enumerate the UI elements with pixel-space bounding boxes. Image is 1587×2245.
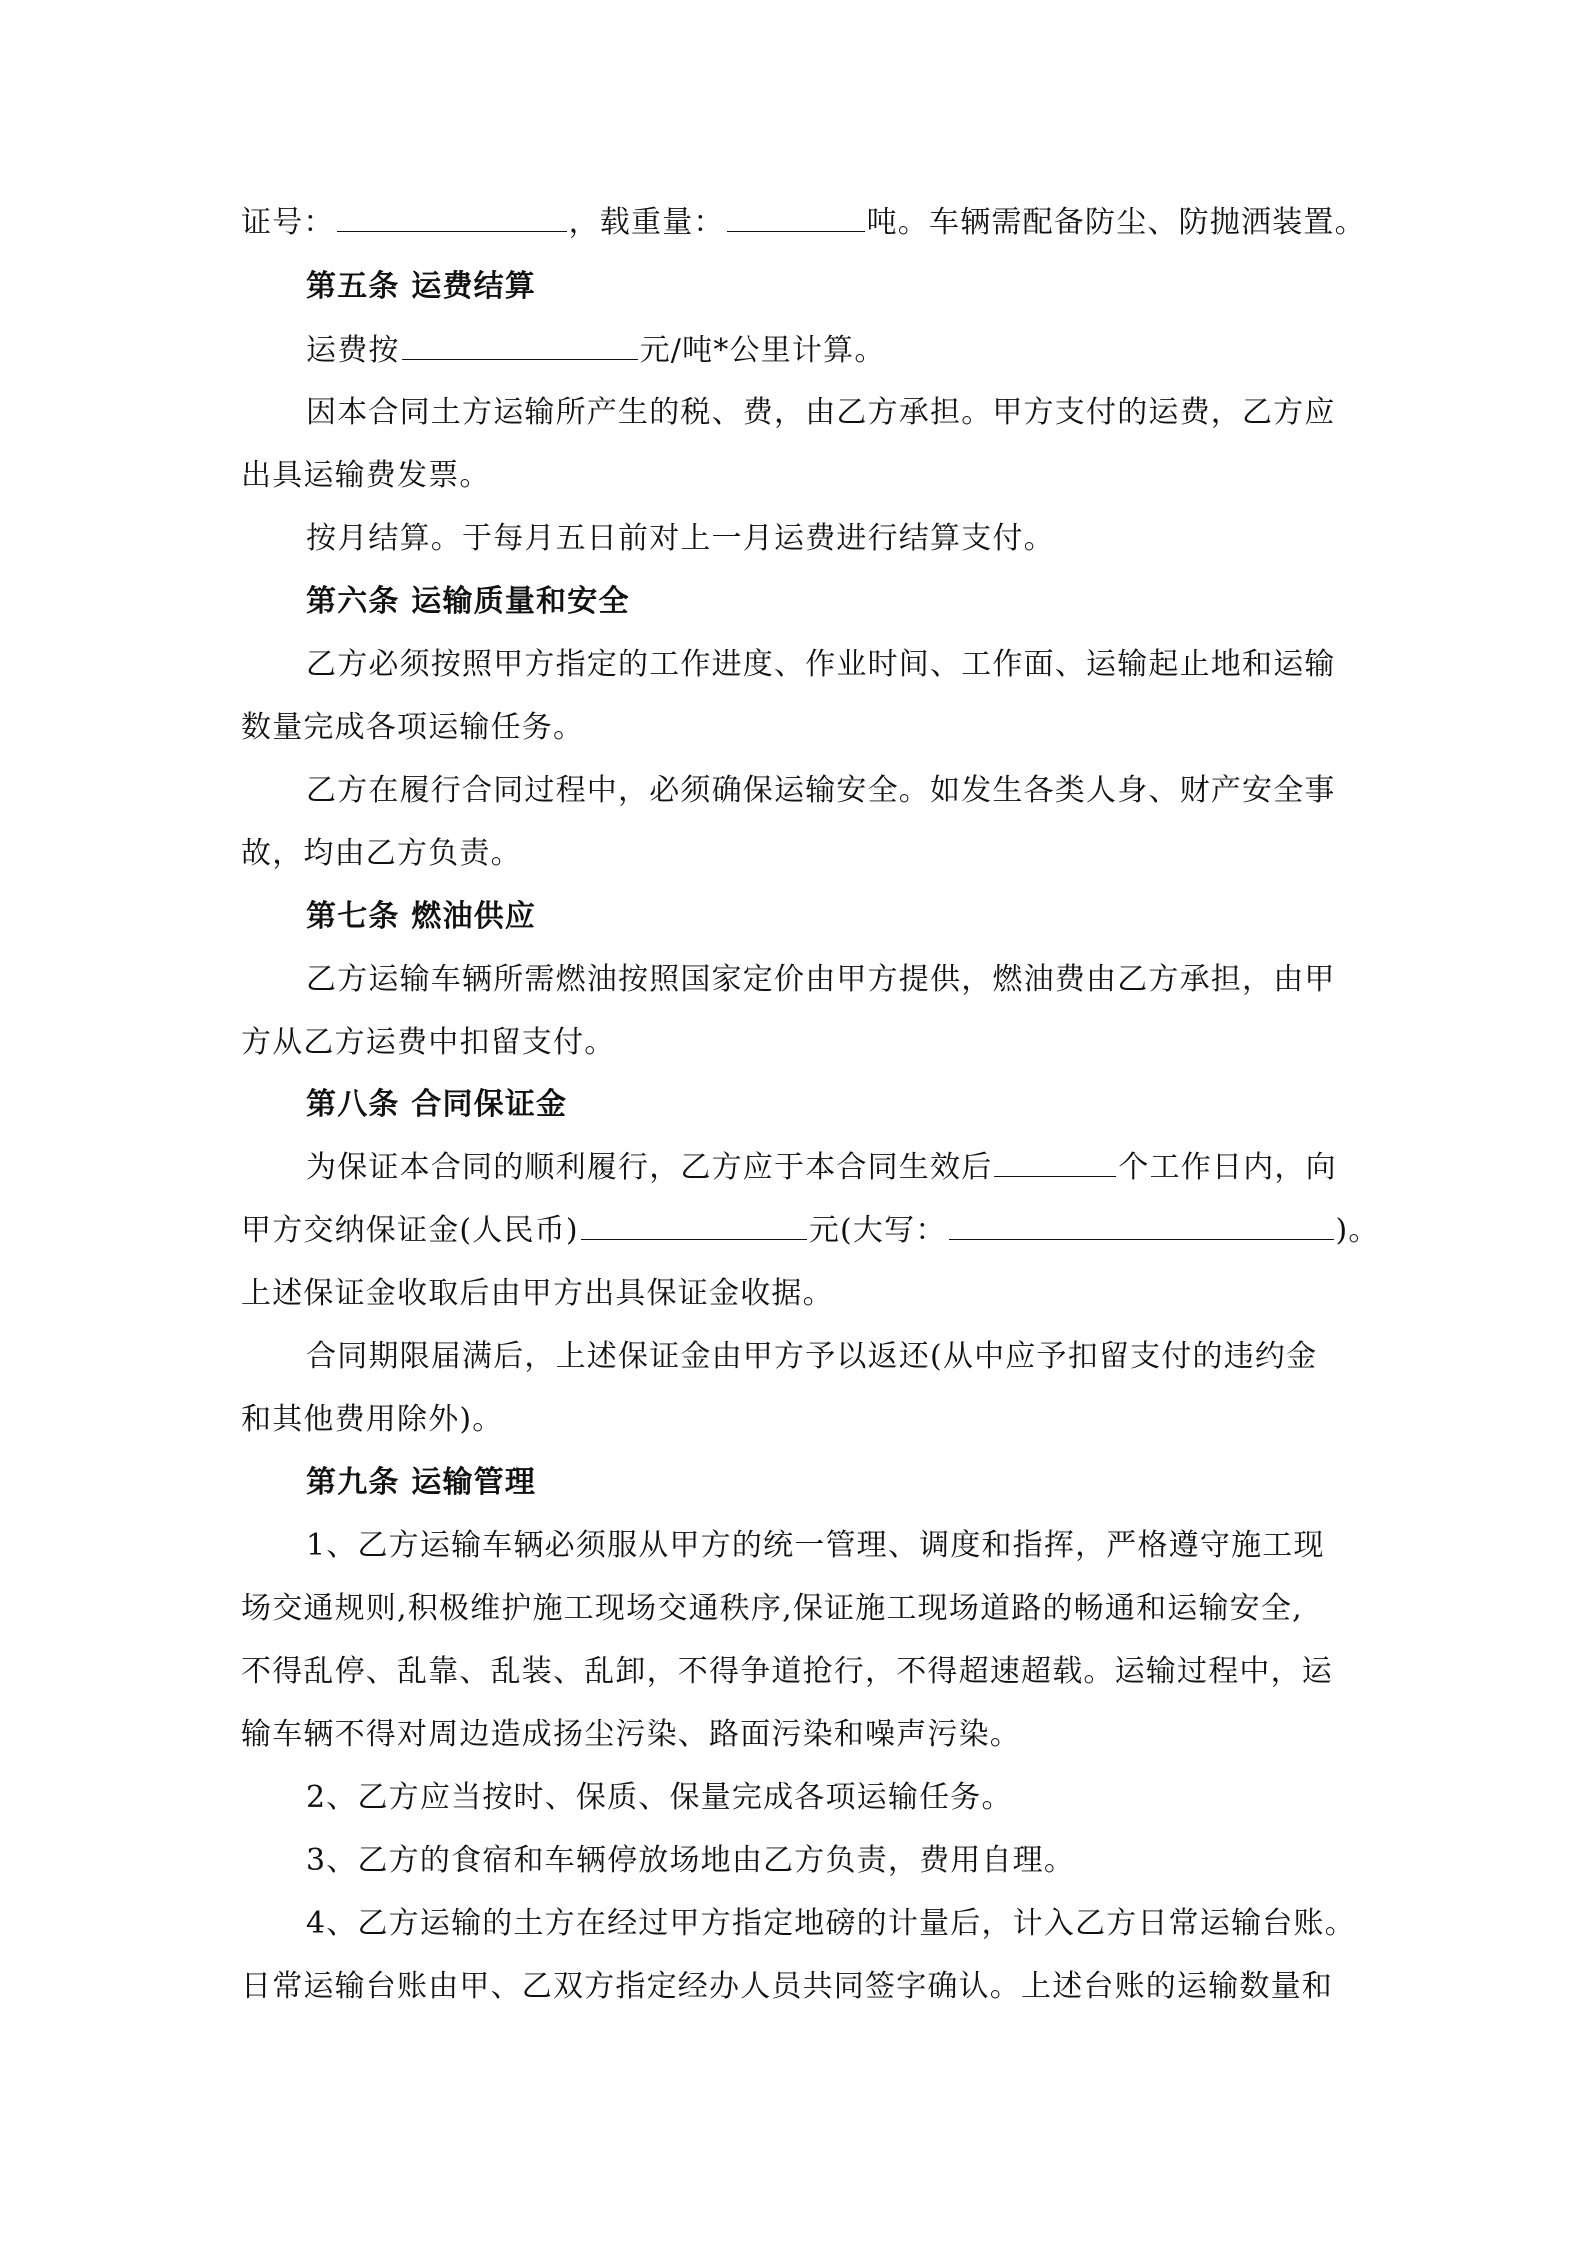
deposit-deadline-line [306,1150,1337,1186]
article-5-heading: 第五条 运费结算 [306,269,537,304]
paragraph-line: 方从乙方运费中扣留支付。 [241,1025,616,1060]
paragraph-line: 乙方在履行合同过程中，必须确保运输安全。如发生各类人身、财产安全事 [306,773,1336,808]
cert-number-line [241,205,1366,241]
paragraph-line: 数量完成各项运输任务。 [241,710,585,745]
paragraph-line: 4、乙方运输的土方在经过甲方指定地磅的计量后，计入乙方日常运输台账。 [306,1906,1356,1941]
text-segment: 证号： [241,205,335,240]
paragraph-line: 输车辆不得对周边造成扬尘污染、路面污染和噪声污染。 [241,1717,1021,1752]
paragraph-line: 按月结算。于每月五日前对上一月运费进行结算支付。 [306,521,1055,556]
article-6-heading: 第六条 运输质量和安全 [306,584,630,619]
cert-number-blank [337,205,567,232]
load-capacity-blank [727,205,865,232]
paragraph-line: 合同期限届满后，上述保证金由甲方予以返还(从中应予扣留支付的违约金 [306,1339,1318,1374]
text-segment: 甲方交纳保证金(人民币) [241,1213,579,1248]
working-days-blank [994,1150,1116,1177]
text-segment: 为保证本合同的顺利履行，乙方应于本合同生效后 [306,1150,993,1185]
article-7-heading: 第七条 燃油供应 [306,899,537,934]
paragraph-line: 不得乱停、乱靠、乱装、乱卸，不得争道抢行，不得超速超载。运输过程中，运 [241,1654,1333,1689]
paragraph-line: 因本合同土方运输所产生的税、费，由乙方承担。甲方支付的运费，乙方应 [306,395,1336,430]
text-segment: )。 [1335,1213,1380,1248]
deposit-amount-blank [581,1213,807,1240]
paragraph-line: 和其他费用除外)。 [241,1402,504,1437]
paragraph-line: 出具运输费发票。 [241,458,491,493]
paragraph-line: 上述保证金收取后由甲方出具保证金收据。 [241,1276,834,1311]
paragraph-line: 3、乙方的食宿和车辆停放场地由乙方负责，费用自理。 [306,1843,1076,1878]
paragraph-line: 1、乙方运输车辆必须服从甲方的统一管理、调度和指挥，严格遵守施工现 [306,1528,1325,1563]
freight-rate-line [306,333,886,369]
deposit-amount-words-blank [949,1213,1334,1240]
paragraph-line: 2、乙方应当按时、保质、保量完成各项运输任务。 [306,1780,1013,1815]
text-segment: 运费按 [306,333,400,368]
article-8-heading: 第八条 合同保证金 [306,1087,568,1122]
paragraph-line: 乙方运输车辆所需燃油按照国家定价由甲方提供，燃油费由乙方承担，由甲 [306,962,1336,997]
text-segment: 元/吨*公里计算。 [639,333,886,368]
paragraph-line: 乙方必须按照甲方指定的工作进度、作业时间、工作面、运输起止地和运输 [306,647,1336,682]
text-segment: 吨。车辆需配备防尘、防抛洒装置。 [866,205,1366,240]
text-segment: ，载重量： [568,205,725,240]
text-segment: 元(大写： [808,1213,947,1248]
paragraph-line: 故，均由乙方负责。 [241,836,522,871]
text-segment: 个工作日内，向 [1118,1150,1337,1185]
paragraph-line: 日常运输台账由甲、乙双方指定经办人员共同签字确认。上述台账的运输数量和 [241,1969,1333,2004]
paragraph-line: 场交通规则,积极维护施工现场交通秩序,保证施工现场道路的畅通和运输安全, [241,1591,1303,1626]
deposit-amount-line [241,1213,1380,1249]
article-9-heading: 第九条 运输管理 [306,1465,537,1500]
freight-rate-blank [402,333,638,360]
